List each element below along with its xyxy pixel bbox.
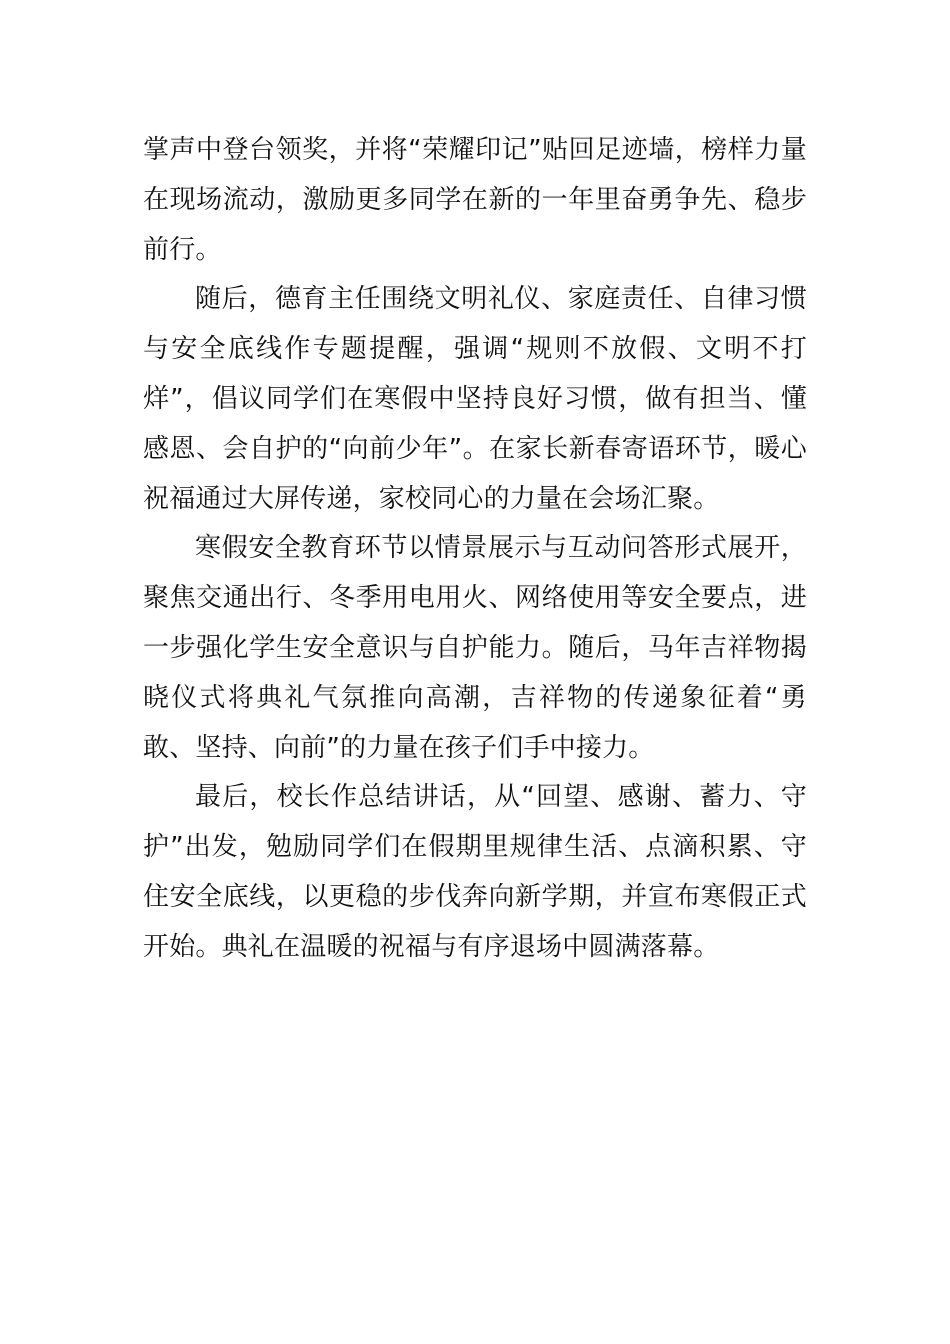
paragraph-continuation: 掌声中登台领奖，并将“荣耀印记”贴回足迹墙，榜样力量在现场流动，激励更多同学在新的一年里奋勇争先、稳步前行。: [143, 135, 807, 265]
paragraph-moral-education: 随后，德育主任围绕文明礼仪、家庭责任、自律习惯与安全底线作专题提醒，强调“规则不放假、文明不打烊”，倡议同学们在寒假中坚持良好习惯，做有担当、懂感恩、会自护的“向前少年”。在家长新春寄语环节，暖心祝福通过大屏传递，家校同心的力量在会场汇聚。: [143, 284, 807, 514]
document-body: [143, 126, 807, 973]
paragraph-safety-education: 寒假安全教育环节以情景展示与互动问答形式展开，聚焦交通出行、冬季用电用火、网络使用等安全要点，进一步强化学生安全意识与自护能力。随后，马年吉祥物揭晓仪式将典礼气氛推向高潮，吉祥物的传递象征着“勇敢、坚持、向前”的力量在孩子们手中接力。: [143, 533, 807, 763]
paragraph-closing-speech: 最后，校长作总结讲话，从“回望、感谢、蓄力、守护”出发，勉励同学们在假期里规律生活、点滴积累、守住安全底线，以更稳的步伐奔向新学期，并宣布寒假正式开始。典礼在温暖的祝福与有序退场中圆满落幕。: [143, 782, 807, 962]
